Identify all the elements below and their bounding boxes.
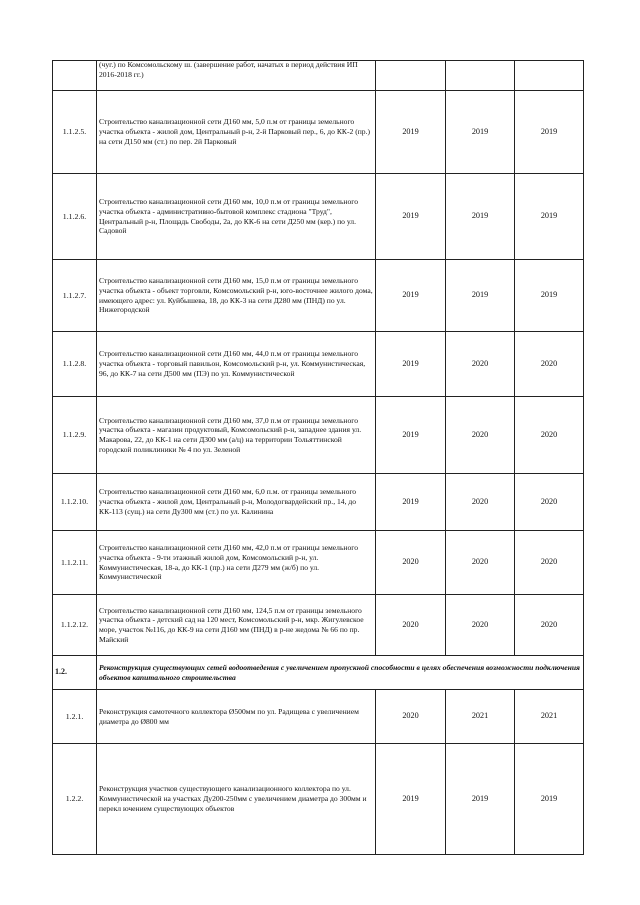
section-number: 1.2. [53, 656, 97, 690]
row-year-1: 2020 [376, 531, 446, 595]
table-row [53, 744, 584, 855]
table-row [53, 91, 584, 174]
row-number: 1.2.2. [53, 744, 97, 855]
row-year-2: 2020 [446, 474, 515, 531]
row-year-2 [446, 61, 515, 91]
row-number: 1.1.2.5. [53, 91, 97, 174]
row-number: 1.1.2.7. [53, 260, 97, 332]
row-description: Строительство канализационной сети Д160 мм, 10,0 п.м от границы земельного участка объекта - административно-бытовой комплекс стадиона "Труд", Центральный р-н, Площадь Свободы, 2а, до КК-6 на сети Д250 мм (кер.) по ул. Садовой [97, 174, 376, 260]
row-description: Реконструкция самотечного коллектора Ø500мм по ул. Радищева с увеличением диаметра до Ø800 мм [97, 690, 376, 744]
row-year-1: 2019 [376, 474, 446, 531]
table-body [53, 61, 584, 855]
row-year-2: 2019 [446, 91, 515, 174]
row-year-3: 2020 [515, 397, 584, 474]
row-year-2: 2020 [446, 595, 515, 656]
row-year-1: 2019 [376, 174, 446, 260]
table-row [53, 260, 584, 332]
row-number: 1.1.2.10. [53, 474, 97, 531]
table-row [53, 690, 584, 744]
row-year-3: 2020 [515, 531, 584, 595]
row-year-2: 2020 [446, 397, 515, 474]
row-year-3 [515, 61, 584, 91]
row-year-2: 2020 [446, 531, 515, 595]
row-year-1: 2019 [376, 332, 446, 397]
row-number: 1.1.2.12. [53, 595, 97, 656]
row-year-2: 2019 [446, 260, 515, 332]
table-row [53, 595, 584, 656]
row-year-3: 2020 [515, 595, 584, 656]
investment-program-table [52, 60, 584, 855]
row-description: Строительство канализационной сети Д160 мм, 44,0 п.м от границы земельного участка объекта - торговый павильон, Комсомольский р-н, ул. Коммунистическая, 96, до КК-7 на сети Д500 мм (ПЭ) по ул. Коммунистической [97, 332, 376, 397]
row-year-1: 2019 [376, 91, 446, 174]
row-year-2: 2019 [446, 174, 515, 260]
row-description: Строительство канализационной сети Д160 мм, 37,0 п.м от границы земельного участка объекта - магазин продуктовый, Комсомольский р-н, западнее здания ул. Макарова, 22, до КК-1 на сети Д300 мм (а/ц) на территории Тольяттинской городской поликлиники № 4 по ул. Зеленой [97, 397, 376, 474]
row-year-1: 2019 [376, 744, 446, 855]
row-description: Реконструкция участков существующего канализационного коллектора по ул. Коммунистической на участках Ду200-250мм с увеличением диаметра до 300мм и перекл ючением существующих объектов [97, 744, 376, 855]
row-description: Строительство канализационной сети Д160 мм, 42,0 п.м от границы земельного участка объекта - 9-ти этажный жилой дом, Комсомольский р-н, ул. Коммунистическая, 18-а, до КК-1 (пр.) на сети Д279 мм (ж/б) по ул. Коммунистической [97, 531, 376, 595]
row-description: Строительство канализационной сети Д160 мм, 15,0 п.м от границы земельного участка объекта - объект торговли, Комсомольский р-н, юго-восточнее жилого дома, имеющего адрес: ул. Куйбышева, 18, до КК-3 на сети Д280 мм (ПНД) по ул. Нижегородской [97, 260, 376, 332]
table-row [53, 332, 584, 397]
row-year-2: 2019 [446, 744, 515, 855]
row-number: 1.1.2.11. [53, 531, 97, 595]
row-description: Строительство канализационной сети Д160 мм, 5,0 п.м от границы земельного участка объекта - жилой дом, Центральный р-н, 2-й Парковый пер., 6, до КК-2 (пр.) на сети Д150 мм (ст.) по пер. 2й Парковый [97, 91, 376, 174]
row-number [53, 61, 97, 91]
row-description: Строительство канализационной сети Д160 мм, 124,5 п.м от границы земельного участка объекта - детский сад на 120 мест, Комсомольский р-н, мкр. Жигулевское море, участок №116, до КК-9 на сети Д160 мм (ПНД) в р-не жедома № 66 по пр. Майский [97, 595, 376, 656]
row-number: 1.2.1. [53, 690, 97, 744]
row-description-text: (чуг.) по Комсомольскому ш. (завершение работ, начатых в период действия ИП 2016-2018 гг.) [99, 59, 358, 79]
row-year-1: 2019 [376, 260, 446, 332]
table-row [53, 474, 584, 531]
row-year-3: 2019 [515, 744, 584, 855]
row-number: 1.1.2.9. [53, 397, 97, 474]
row-year-3: 2019 [515, 91, 584, 174]
row-number: 1.1.2.6. [53, 174, 97, 260]
row-number: 1.1.2.8. [53, 332, 97, 397]
row-year-3: 2019 [515, 260, 584, 332]
row-year-3: 2020 [515, 474, 584, 531]
row-year-1: 2020 [376, 595, 446, 656]
row-year-3: 2021 [515, 690, 584, 744]
row-description: Строительство канализационной сети Д160 мм, 6,0 п.м. от границы земельного участка объекта - жилой дом, Центральный р-н, Молодогвардейский пр., 14, до КК-113 (сущ.) на сети Ду300 мм (ст.) по ул. Калинина [97, 474, 376, 531]
row-year-1: 2020 [376, 690, 446, 744]
table-row [53, 174, 584, 260]
row-description [97, 61, 376, 91]
table-row [53, 397, 584, 474]
row-year-3: 2020 [515, 332, 584, 397]
section-header-row [53, 656, 584, 690]
table-row [53, 531, 584, 595]
row-year-3: 2019 [515, 174, 584, 260]
row-year-2: 2021 [446, 690, 515, 744]
row-year-1: 2019 [376, 397, 446, 474]
row-year-2: 2020 [446, 332, 515, 397]
row-year-1 [376, 61, 446, 91]
table-row-continuation [53, 61, 584, 91]
section-title: Реконструкция существующих сетей водоотведения с увеличением пропускной способности в целях обеспечения возможности подключения объектов капитального строительства [97, 656, 584, 690]
